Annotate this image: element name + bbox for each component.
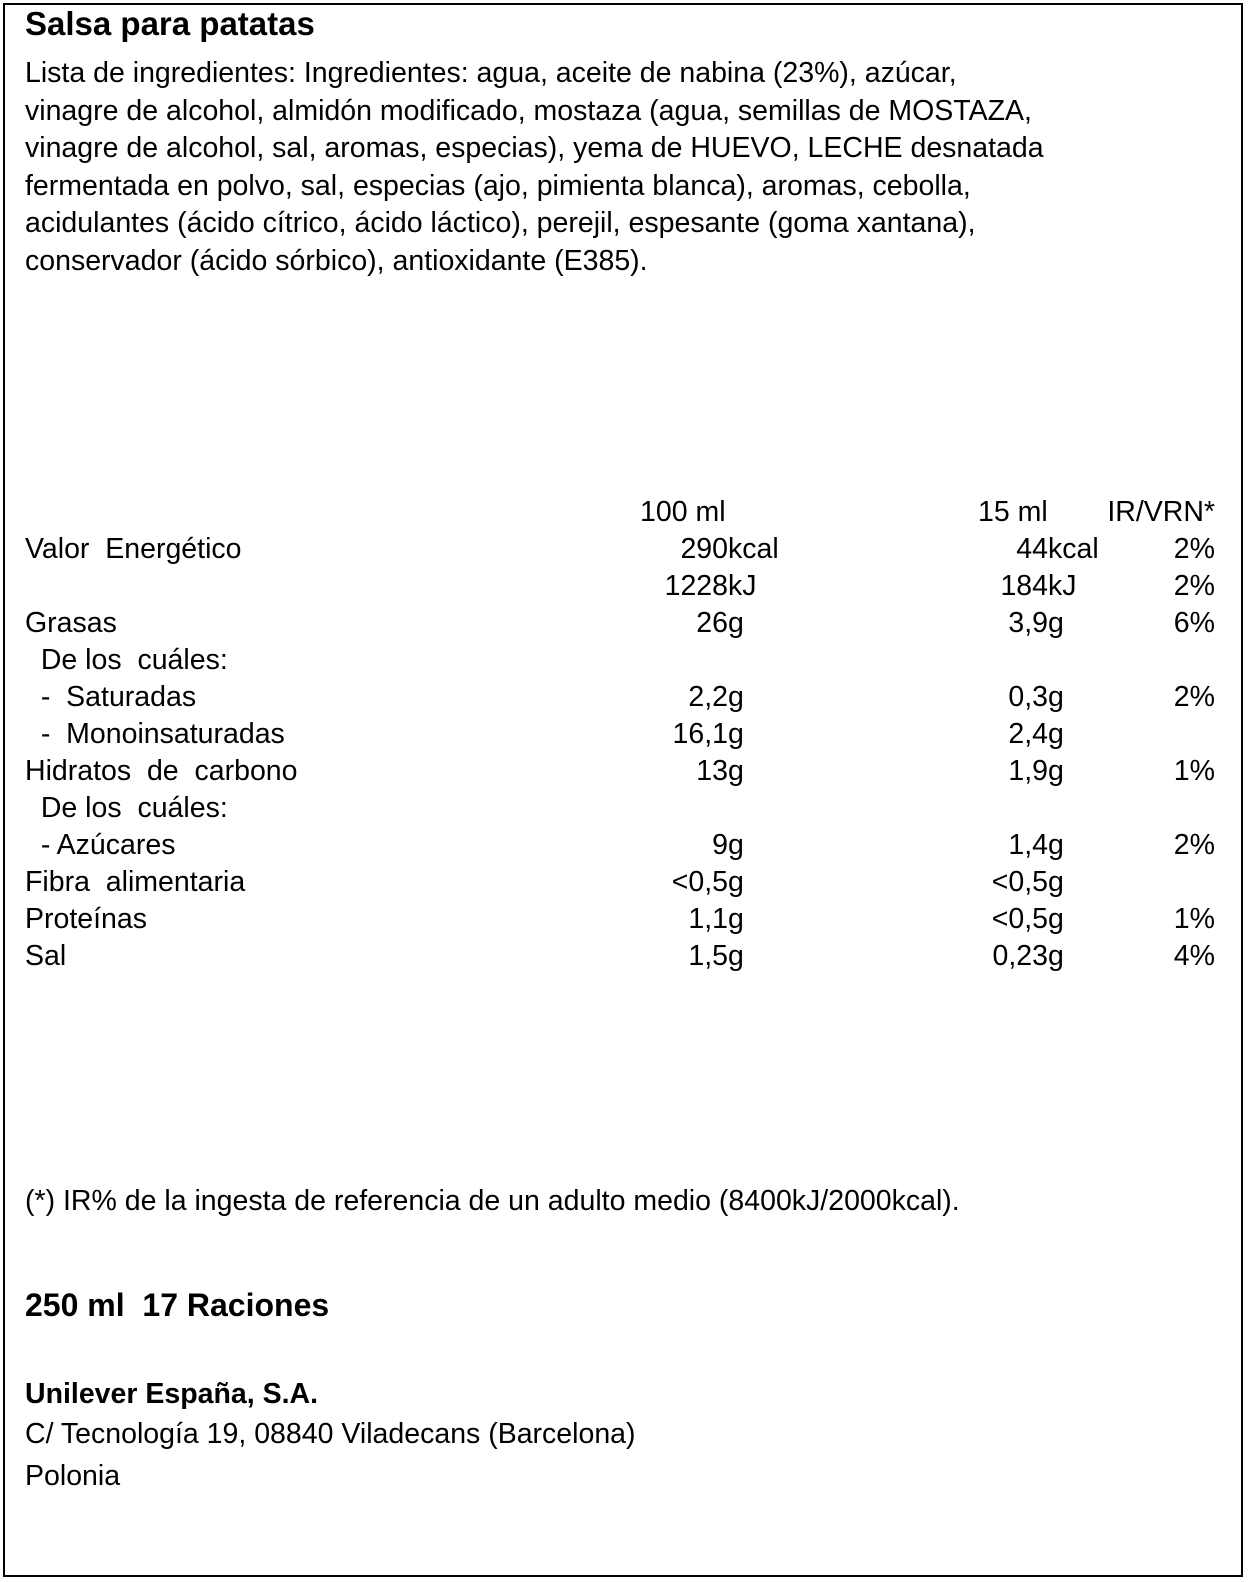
nutrition-row: [0, 901, 1250, 938]
nutrient-label: Fibra alimentaria: [25, 866, 246, 898]
ir-percent: 2%: [1173, 829, 1215, 861]
nutrition-row: [0, 716, 1250, 753]
ir-percent: 6%: [1173, 607, 1215, 639]
unit-per-15ml: g: [1048, 903, 1064, 935]
value-per-15ml: 0,3: [1008, 681, 1048, 713]
value-per-100ml: 2,2: [688, 681, 728, 713]
unit-per-100ml: kcal: [728, 533, 779, 565]
unit-per-15ml: kJ: [1048, 570, 1077, 602]
ingredients-list: [25, 55, 1225, 280]
value-per-15ml: 1,4: [1008, 829, 1048, 861]
nutrition-row: [0, 605, 1250, 642]
nutrient-label: - Monoinsaturadas: [25, 718, 285, 750]
header-per-15ml: 15 ml: [978, 496, 1048, 528]
nutrient-label: De los cuáles:: [25, 792, 228, 824]
unit-per-100ml: g: [728, 718, 744, 750]
nutrient-label: Sal: [25, 940, 67, 972]
nutrient-label: Valor Energético: [25, 533, 242, 565]
value-per-100ml: 13: [696, 755, 728, 787]
ingredients-line: vinagre de alcohol, almidón modificado, mostaza (agua, semillas de MOSTAZA,: [25, 94, 1032, 127]
unit-per-100ml: g: [728, 866, 744, 898]
manufacturer-address: C/ Tecnología 19, 08840 Viladecans (Barcelona): [25, 1418, 636, 1450]
nutrient-label: De los cuáles:: [25, 644, 228, 676]
ingredients-line: fermentada en polvo, sal, especias (ajo, pimienta blanca), aromas, cebolla,: [25, 169, 971, 202]
unit-per-15ml: g: [1048, 607, 1064, 639]
unit-per-15ml: g: [1048, 940, 1064, 972]
nutrition-row: [0, 790, 1250, 827]
nutrition-row: [0, 864, 1250, 901]
value-per-15ml: 184: [1000, 570, 1048, 602]
manufacturer-name: Unilever España, S.A.: [25, 1378, 319, 1410]
nutrient-label: - Azúcares: [25, 829, 176, 861]
value-per-100ml: 9: [712, 829, 728, 861]
nutrition-row: [0, 827, 1250, 864]
unit-per-100ml: g: [728, 903, 744, 935]
portion-info: 250 ml 17 Raciones: [25, 1287, 330, 1323]
value-per-15ml: <0,5: [991, 866, 1048, 898]
header-ir-vrn: IR/VRN*: [1107, 496, 1215, 528]
value-per-100ml: 26: [696, 607, 728, 639]
nutrition-rows: [0, 531, 1250, 975]
product-title: Salsa para patatas: [25, 5, 315, 42]
ir-percent: 2%: [1173, 681, 1215, 713]
header-per-100ml: 100 ml: [640, 496, 726, 528]
ir-percent: 1%: [1173, 755, 1215, 787]
unit-per-100ml: g: [728, 829, 744, 861]
ir-percent: 4%: [1173, 940, 1215, 972]
value-per-100ml: 290: [680, 533, 728, 565]
ir-percent: 2%: [1173, 533, 1215, 565]
ingredients-line: acidulantes (ácido cítrico, ácido láctico), perejil, espesante (goma xantana),: [25, 207, 976, 239]
nutrition-table: [0, 494, 1250, 975]
ir-percent: 2%: [1173, 570, 1215, 602]
ingredients-line: Lista de ingredientes: Ingredientes: agua, aceite de nabina (23%), azúcar,: [25, 57, 957, 89]
value-per-15ml: 0,23: [992, 940, 1048, 972]
nutrition-row: [0, 568, 1250, 605]
reference-intake-footnote: (*) IR% de la ingesta de referencia de un adulto medio (8400kJ/2000kcal).: [25, 1185, 960, 1217]
nutrition-row: [0, 938, 1250, 975]
value-per-15ml: <0,5: [991, 903, 1048, 935]
ingredients-line: vinagre de alcohol, sal, aromas, especias), yema de HUEVO, LECHE desnatada: [25, 132, 1044, 164]
nutrient-label: Grasas: [25, 607, 117, 639]
ir-percent: 1%: [1173, 903, 1215, 935]
nutrition-row: [0, 531, 1250, 568]
value-per-100ml: 16,1: [672, 718, 728, 750]
unit-per-100ml: kJ: [728, 570, 757, 602]
value-per-15ml: 2,4: [1008, 718, 1048, 750]
value-per-15ml: 1,9: [1008, 755, 1048, 787]
nutrient-label: Hidratos de carbono: [25, 755, 298, 787]
nutrition-row: [0, 679, 1250, 716]
nutrition-row: [0, 753, 1250, 790]
nutrient-label: - Saturadas: [25, 681, 197, 713]
value-per-15ml: 3,9: [1008, 607, 1048, 639]
unit-per-15ml: g: [1048, 866, 1064, 898]
unit-per-100ml: g: [728, 755, 744, 787]
value-per-100ml: <0,5: [671, 866, 728, 898]
ingredients-line: conservador (ácido sórbico), antioxidante (E385).: [25, 244, 648, 277]
nutrition-header-row: [0, 494, 1250, 531]
unit-per-15ml: g: [1048, 829, 1064, 861]
origin-country: Polonia: [25, 1460, 121, 1492]
nutrition-row: [0, 642, 1250, 679]
value-per-100ml: 1228: [664, 570, 728, 602]
value-per-15ml: 44: [1016, 533, 1048, 565]
unit-per-15ml: g: [1048, 755, 1064, 787]
nutrient-label: Proteínas: [25, 903, 147, 935]
value-per-100ml: 1,5: [688, 940, 728, 972]
unit-per-100ml: g: [728, 940, 744, 972]
unit-per-15ml: g: [1048, 681, 1064, 713]
unit-per-15ml: kcal: [1048, 533, 1099, 565]
unit-per-100ml: g: [728, 681, 744, 713]
unit-per-100ml: g: [728, 607, 744, 639]
value-per-100ml: 1,1: [688, 903, 728, 935]
unit-per-15ml: g: [1048, 718, 1064, 750]
